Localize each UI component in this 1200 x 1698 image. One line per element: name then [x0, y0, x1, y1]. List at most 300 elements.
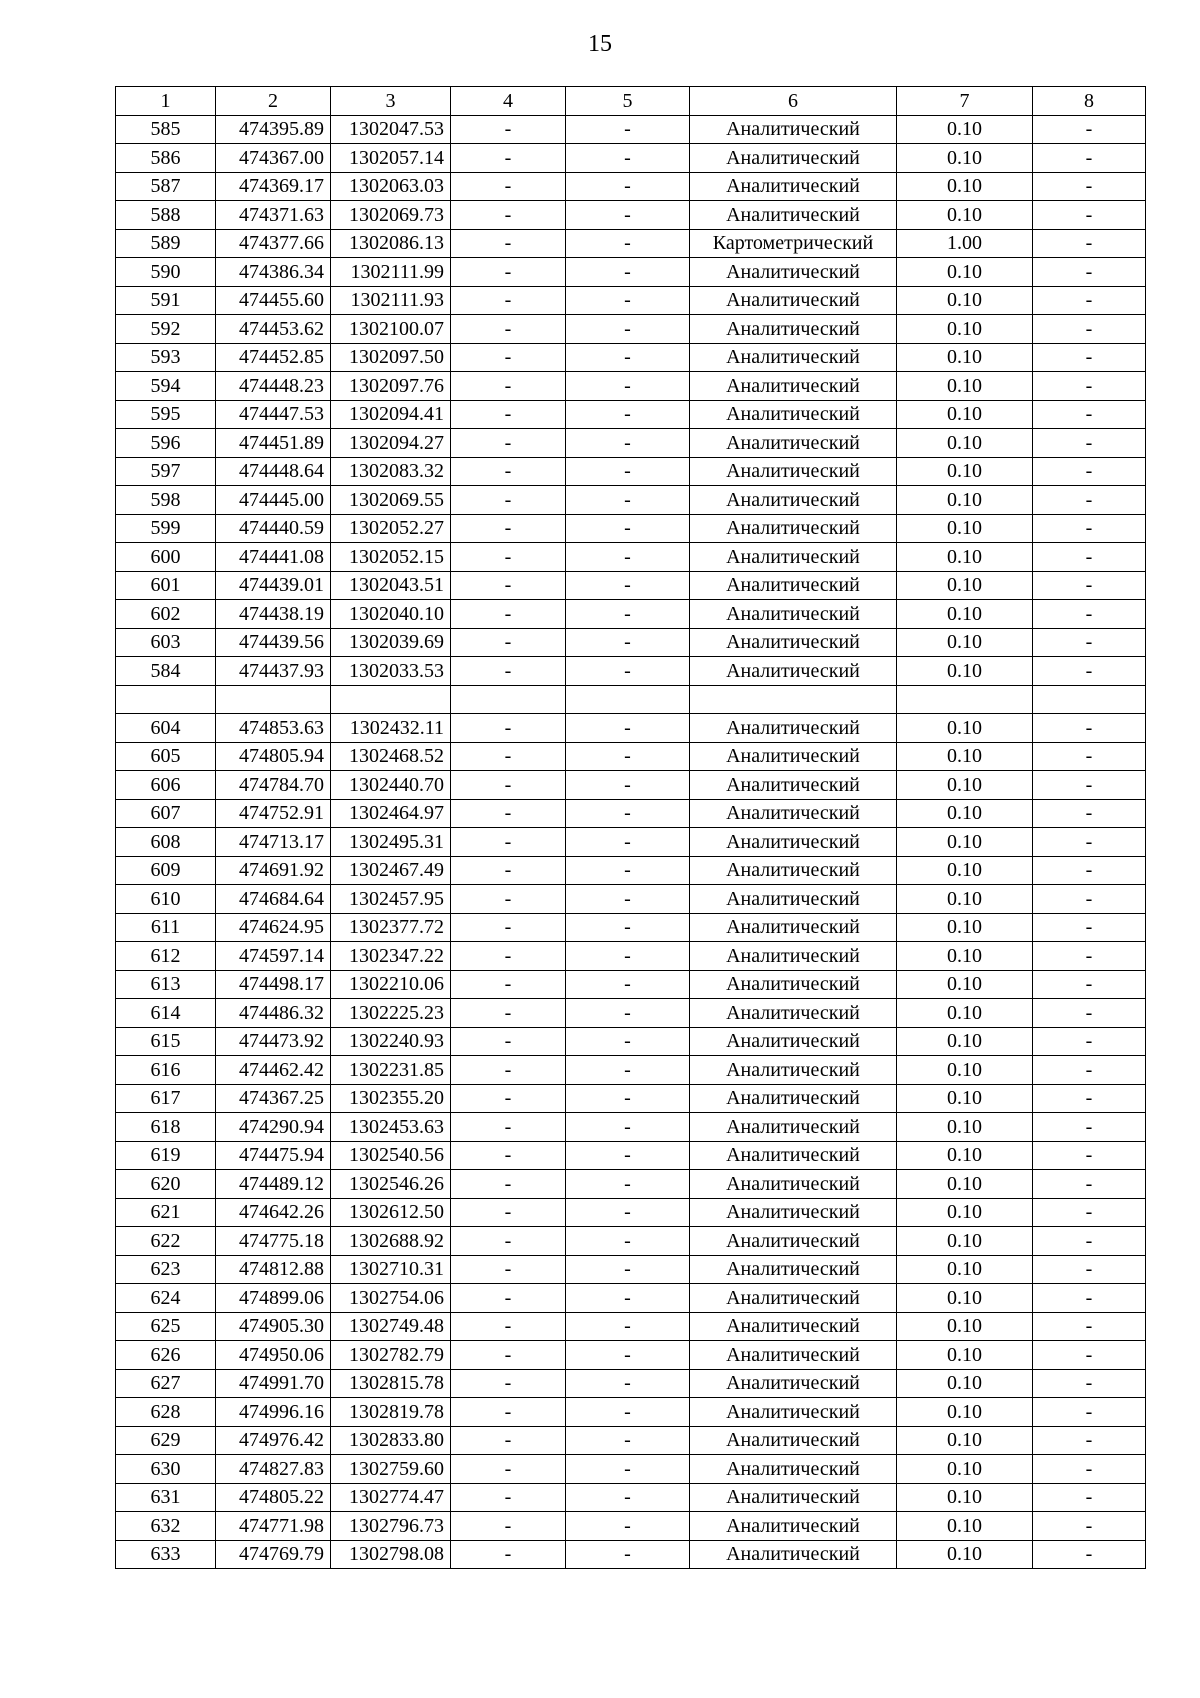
- x-coordinate-cell: 474475.94: [216, 1141, 331, 1170]
- column-5-cell: -: [566, 628, 690, 657]
- table-body: [116, 115, 1146, 1569]
- method-cell: Аналитический: [690, 913, 897, 942]
- column-4-cell: -: [451, 429, 566, 458]
- column-8-cell: -: [1033, 1398, 1146, 1427]
- x-coordinate-cell: 474453.62: [216, 315, 331, 344]
- point-number-cell: 621: [116, 1198, 216, 1227]
- x-coordinate-cell: 474991.70: [216, 1369, 331, 1398]
- y-coordinate-cell: 1302798.08: [331, 1540, 451, 1569]
- x-coordinate-cell: [216, 685, 331, 714]
- table-row: [116, 1483, 1146, 1512]
- column-4-cell: -: [451, 229, 566, 258]
- column-4-cell: -: [451, 828, 566, 857]
- y-coordinate-cell: 1302052.27: [331, 514, 451, 543]
- x-coordinate-cell: 474439.01: [216, 571, 331, 600]
- column-5-cell: -: [566, 1540, 690, 1569]
- table-row: [116, 828, 1146, 857]
- column-8-cell: -: [1033, 229, 1146, 258]
- column-5-cell: -: [566, 1113, 690, 1142]
- column-8-cell: -: [1033, 913, 1146, 942]
- table-row: [116, 714, 1146, 743]
- accuracy-cell: 0.10: [897, 1056, 1033, 1085]
- method-cell: Аналитический: [690, 286, 897, 315]
- column-4-cell: -: [451, 1170, 566, 1199]
- column-8-cell: -: [1033, 144, 1146, 173]
- column-5-cell: -: [566, 828, 690, 857]
- accuracy-cell: 0.10: [897, 1540, 1033, 1569]
- column-4-cell: -: [451, 771, 566, 800]
- column-8-cell: -: [1033, 372, 1146, 401]
- column-5-cell: -: [566, 457, 690, 486]
- table-row: [116, 600, 1146, 629]
- method-cell: Аналитический: [690, 1284, 897, 1313]
- y-coordinate-cell: 1302225.23: [331, 999, 451, 1028]
- header-cell: 8: [1033, 87, 1146, 116]
- accuracy-cell: 0.10: [897, 628, 1033, 657]
- y-coordinate-cell: 1302819.78: [331, 1398, 451, 1427]
- y-coordinate-cell: 1302710.31: [331, 1255, 451, 1284]
- accuracy-cell: 0.10: [897, 1312, 1033, 1341]
- column-5-cell: -: [566, 429, 690, 458]
- column-5-cell: -: [566, 714, 690, 743]
- method-cell: Аналитический: [690, 1341, 897, 1370]
- table-row: [116, 885, 1146, 914]
- point-number-cell: 626: [116, 1341, 216, 1370]
- method-cell: Аналитический: [690, 1141, 897, 1170]
- accuracy-cell: 0.10: [897, 1255, 1033, 1284]
- y-coordinate-cell: 1302033.53: [331, 657, 451, 686]
- method-cell: Аналитический: [690, 1483, 897, 1512]
- column-8-cell: -: [1033, 201, 1146, 230]
- column-8-cell: -: [1033, 771, 1146, 800]
- point-number-cell: 627: [116, 1369, 216, 1398]
- column-4-cell: -: [451, 486, 566, 515]
- accuracy-cell: 0.10: [897, 942, 1033, 971]
- column-8-cell: -: [1033, 1312, 1146, 1341]
- x-coordinate-cell: 474498.17: [216, 970, 331, 999]
- column-5-cell: -: [566, 315, 690, 344]
- method-cell: Аналитический: [690, 543, 897, 572]
- point-number-cell: 630: [116, 1455, 216, 1484]
- point-number-cell: 597: [116, 457, 216, 486]
- point-number-cell: 623: [116, 1255, 216, 1284]
- accuracy-cell: 0.10: [897, 885, 1033, 914]
- column-4-cell: -: [451, 201, 566, 230]
- y-coordinate-cell: 1302039.69: [331, 628, 451, 657]
- y-coordinate-cell: 1302100.07: [331, 315, 451, 344]
- column-8-cell: -: [1033, 1027, 1146, 1056]
- point-number-cell: 617: [116, 1084, 216, 1113]
- y-coordinate-cell: 1302688.92: [331, 1227, 451, 1256]
- accuracy-cell: 0.10: [897, 372, 1033, 401]
- column-5-cell: -: [566, 913, 690, 942]
- column-4-cell: -: [451, 1056, 566, 1085]
- y-coordinate-cell: 1302495.31: [331, 828, 451, 857]
- accuracy-cell: 0.10: [897, 856, 1033, 885]
- header-cell: 4: [451, 87, 566, 116]
- method-cell: Аналитический: [690, 457, 897, 486]
- header-row: [116, 87, 1146, 116]
- column-8-cell: -: [1033, 115, 1146, 144]
- x-coordinate-cell: 474455.60: [216, 286, 331, 315]
- y-coordinate-cell: 1302749.48: [331, 1312, 451, 1341]
- column-8-cell: -: [1033, 628, 1146, 657]
- y-coordinate-cell: 1302464.97: [331, 799, 451, 828]
- point-number-cell: 606: [116, 771, 216, 800]
- accuracy-cell: 0.10: [897, 1141, 1033, 1170]
- x-coordinate-cell: 474440.59: [216, 514, 331, 543]
- point-number-cell: 585: [116, 115, 216, 144]
- point-number-cell: 610: [116, 885, 216, 914]
- column-8-cell: -: [1033, 315, 1146, 344]
- table-row: [116, 144, 1146, 173]
- y-coordinate-cell: 1302063.03: [331, 172, 451, 201]
- y-coordinate-cell: [331, 685, 451, 714]
- column-8-cell: -: [1033, 1056, 1146, 1085]
- column-8-cell: -: [1033, 457, 1146, 486]
- column-8-cell: -: [1033, 1198, 1146, 1227]
- accuracy-cell: 0.10: [897, 258, 1033, 287]
- x-coordinate-cell: 474486.32: [216, 999, 331, 1028]
- method-cell: Аналитический: [690, 201, 897, 230]
- column-5-cell: -: [566, 286, 690, 315]
- column-5-cell: -: [566, 1084, 690, 1113]
- point-number-cell: 624: [116, 1284, 216, 1313]
- point-number-cell: 587: [116, 172, 216, 201]
- column-5-cell: -: [566, 571, 690, 600]
- x-coordinate-cell: 474473.92: [216, 1027, 331, 1056]
- table-row: [116, 201, 1146, 230]
- method-cell: Аналитический: [690, 628, 897, 657]
- column-4-cell: -: [451, 1198, 566, 1227]
- table-row: [116, 1027, 1146, 1056]
- header-cell: 3: [331, 87, 451, 116]
- point-number-cell: 598: [116, 486, 216, 515]
- x-coordinate-cell: 474771.98: [216, 1512, 331, 1541]
- method-cell: Аналитический: [690, 429, 897, 458]
- column-5-cell: -: [566, 343, 690, 372]
- x-coordinate-cell: 474395.89: [216, 115, 331, 144]
- table-row: [116, 400, 1146, 429]
- point-number-cell: 629: [116, 1426, 216, 1455]
- method-cell: Аналитический: [690, 315, 897, 344]
- table-row: [116, 286, 1146, 315]
- column-8-cell: -: [1033, 514, 1146, 543]
- column-4-cell: -: [451, 1113, 566, 1142]
- method-cell: Аналитический: [690, 970, 897, 999]
- column-8-cell: -: [1033, 486, 1146, 515]
- column-4-cell: -: [451, 628, 566, 657]
- y-coordinate-cell: 1302086.13: [331, 229, 451, 258]
- x-coordinate-cell: 474377.66: [216, 229, 331, 258]
- x-coordinate-cell: 474805.22: [216, 1483, 331, 1512]
- table-row: [116, 685, 1146, 714]
- table-row: [116, 942, 1146, 971]
- point-number-cell: 586: [116, 144, 216, 173]
- point-number-cell: 618: [116, 1113, 216, 1142]
- column-4-cell: -: [451, 1426, 566, 1455]
- method-cell: Аналитический: [690, 1369, 897, 1398]
- accuracy-cell: 0.10: [897, 771, 1033, 800]
- table-row: [116, 258, 1146, 287]
- table-row: [116, 1113, 1146, 1142]
- point-number-cell: 605: [116, 742, 216, 771]
- y-coordinate-cell: 1302083.32: [331, 457, 451, 486]
- y-coordinate-cell: 1302094.41: [331, 400, 451, 429]
- point-number-cell: 608: [116, 828, 216, 857]
- accuracy-cell: 0.10: [897, 1198, 1033, 1227]
- column-5-cell: -: [566, 543, 690, 572]
- method-cell: Аналитический: [690, 372, 897, 401]
- column-5-cell: -: [566, 1198, 690, 1227]
- table-row: [116, 1141, 1146, 1170]
- method-cell: Аналитический: [690, 1455, 897, 1484]
- accuracy-cell: 1.00: [897, 229, 1033, 258]
- column-8-cell: -: [1033, 1540, 1146, 1569]
- column-8-cell: -: [1033, 799, 1146, 828]
- table-row: [116, 514, 1146, 543]
- method-cell: Аналитический: [690, 1540, 897, 1569]
- column-8-cell: -: [1033, 400, 1146, 429]
- column-8-cell: -: [1033, 1084, 1146, 1113]
- y-coordinate-cell: 1302453.63: [331, 1113, 451, 1142]
- accuracy-cell: 0.10: [897, 1113, 1033, 1142]
- accuracy-cell: 0.10: [897, 657, 1033, 686]
- accuracy-cell: 0.10: [897, 913, 1033, 942]
- y-coordinate-cell: 1302377.72: [331, 913, 451, 942]
- accuracy-cell: 0.10: [897, 400, 1033, 429]
- column-4-cell: -: [451, 1369, 566, 1398]
- table-row: [116, 1170, 1146, 1199]
- x-coordinate-cell: 474448.64: [216, 457, 331, 486]
- y-coordinate-cell: 1302347.22: [331, 942, 451, 971]
- column-8-cell: -: [1033, 942, 1146, 971]
- column-5-cell: -: [566, 1027, 690, 1056]
- column-4-cell: -: [451, 970, 566, 999]
- method-cell: Картометрический: [690, 229, 897, 258]
- column-4-cell: -: [451, 600, 566, 629]
- column-8-cell: -: [1033, 1113, 1146, 1142]
- column-4-cell: -: [451, 885, 566, 914]
- accuracy-cell: 0.10: [897, 514, 1033, 543]
- x-coordinate-cell: 474439.56: [216, 628, 331, 657]
- column-8-cell: -: [1033, 885, 1146, 914]
- column-4-cell: -: [451, 1455, 566, 1484]
- method-cell: Аналитический: [690, 714, 897, 743]
- column-5-cell: -: [566, 115, 690, 144]
- column-8-cell: -: [1033, 1255, 1146, 1284]
- x-coordinate-cell: 474369.17: [216, 172, 331, 201]
- method-cell: Аналитический: [690, 1084, 897, 1113]
- y-coordinate-cell: 1302210.06: [331, 970, 451, 999]
- column-5-cell: -: [566, 771, 690, 800]
- x-coordinate-cell: 474996.16: [216, 1398, 331, 1427]
- column-5-cell: -: [566, 1141, 690, 1170]
- column-5-cell: -: [566, 885, 690, 914]
- column-5-cell: -: [566, 201, 690, 230]
- method-cell: Аналитический: [690, 856, 897, 885]
- method-cell: Аналитический: [690, 172, 897, 201]
- accuracy-cell: 0.10: [897, 600, 1033, 629]
- accuracy-cell: 0.10: [897, 1284, 1033, 1313]
- column-8-cell: -: [1033, 1512, 1146, 1541]
- column-5-cell: -: [566, 229, 690, 258]
- column-4-cell: -: [451, 1341, 566, 1370]
- x-coordinate-cell: 474445.00: [216, 486, 331, 515]
- method-cell: Аналитический: [690, 1426, 897, 1455]
- y-coordinate-cell: 1302759.60: [331, 1455, 451, 1484]
- accuracy-cell: 0.10: [897, 286, 1033, 315]
- table-row: [116, 115, 1146, 144]
- table-row: [116, 742, 1146, 771]
- accuracy-cell: 0.10: [897, 115, 1033, 144]
- column-8-cell: -: [1033, 343, 1146, 372]
- column-5-cell: -: [566, 657, 690, 686]
- method-cell: Аналитический: [690, 1113, 897, 1142]
- y-coordinate-cell: 1302796.73: [331, 1512, 451, 1541]
- method-cell: Аналитический: [690, 1227, 897, 1256]
- y-coordinate-cell: 1302069.73: [331, 201, 451, 230]
- accuracy-cell: 0.10: [897, 1483, 1033, 1512]
- x-coordinate-cell: 474905.30: [216, 1312, 331, 1341]
- column-8-cell: -: [1033, 1426, 1146, 1455]
- table-row: [116, 486, 1146, 515]
- table-row: [116, 1312, 1146, 1341]
- coordinates-table: [115, 86, 1146, 1569]
- x-coordinate-cell: 474976.42: [216, 1426, 331, 1455]
- x-coordinate-cell: 474290.94: [216, 1113, 331, 1142]
- x-coordinate-cell: 474812.88: [216, 1255, 331, 1284]
- point-number-cell: [116, 685, 216, 714]
- column-5-cell: -: [566, 1341, 690, 1370]
- y-coordinate-cell: 1302052.15: [331, 543, 451, 572]
- point-number-cell: 613: [116, 970, 216, 999]
- column-8-cell: -: [1033, 714, 1146, 743]
- column-8-cell: -: [1033, 1483, 1146, 1512]
- table-row: [116, 315, 1146, 344]
- x-coordinate-cell: 474752.91: [216, 799, 331, 828]
- column-5-cell: -: [566, 1312, 690, 1341]
- table-row: [116, 970, 1146, 999]
- table-row: [116, 628, 1146, 657]
- y-coordinate-cell: 1302440.70: [331, 771, 451, 800]
- x-coordinate-cell: 474367.25: [216, 1084, 331, 1113]
- column-4-cell: -: [451, 1312, 566, 1341]
- y-coordinate-cell: 1302094.27: [331, 429, 451, 458]
- accuracy-cell: 0.10: [897, 714, 1033, 743]
- x-coordinate-cell: 474899.06: [216, 1284, 331, 1313]
- column-4-cell: -: [451, 742, 566, 771]
- table-row: [116, 229, 1146, 258]
- header-cell: 1: [116, 87, 216, 116]
- x-coordinate-cell: 474775.18: [216, 1227, 331, 1256]
- x-coordinate-cell: 474624.95: [216, 913, 331, 942]
- point-number-cell: 615: [116, 1027, 216, 1056]
- y-coordinate-cell: 1302612.50: [331, 1198, 451, 1227]
- column-4-cell: -: [451, 1398, 566, 1427]
- column-5-cell: -: [566, 1455, 690, 1484]
- table-row: [116, 1284, 1146, 1313]
- column-5-cell: -: [566, 172, 690, 201]
- table-row: [116, 343, 1146, 372]
- column-4-cell: -: [451, 1027, 566, 1056]
- table-row: [116, 457, 1146, 486]
- method-cell: Аналитический: [690, 514, 897, 543]
- method-cell: Аналитический: [690, 1312, 897, 1341]
- column-5-cell: -: [566, 999, 690, 1028]
- header-cell: 6: [690, 87, 897, 116]
- point-number-cell: 596: [116, 429, 216, 458]
- accuracy-cell: 0.10: [897, 970, 1033, 999]
- point-number-cell: 590: [116, 258, 216, 287]
- y-coordinate-cell: 1302457.95: [331, 885, 451, 914]
- method-cell: Аналитический: [690, 742, 897, 771]
- method-cell: Аналитический: [690, 1056, 897, 1085]
- accuracy-cell: 0.10: [897, 1455, 1033, 1484]
- column-4-cell: -: [451, 1284, 566, 1313]
- y-coordinate-cell: 1302467.49: [331, 856, 451, 885]
- accuracy-cell: 0.10: [897, 742, 1033, 771]
- point-number-cell: 589: [116, 229, 216, 258]
- column-5-cell: -: [566, 258, 690, 287]
- column-5-cell: -: [566, 1426, 690, 1455]
- accuracy-cell: 0.10: [897, 1027, 1033, 1056]
- x-coordinate-cell: 474447.53: [216, 400, 331, 429]
- column-5-cell: -: [566, 600, 690, 629]
- point-number-cell: 628: [116, 1398, 216, 1427]
- column-4-cell: -: [451, 1540, 566, 1569]
- accuracy-cell: 0.10: [897, 999, 1033, 1028]
- point-number-cell: 614: [116, 999, 216, 1028]
- y-coordinate-cell: 1302833.80: [331, 1426, 451, 1455]
- method-cell: Аналитический: [690, 885, 897, 914]
- table-row: [116, 856, 1146, 885]
- y-coordinate-cell: 1302111.99: [331, 258, 451, 287]
- column-5-cell: -: [566, 372, 690, 401]
- point-number-cell: 584: [116, 657, 216, 686]
- x-coordinate-cell: 474452.85: [216, 343, 331, 372]
- column-5-cell: -: [566, 1512, 690, 1541]
- accuracy-cell: 0.10: [897, 571, 1033, 600]
- accuracy-cell: 0.10: [897, 486, 1033, 515]
- y-coordinate-cell: 1302240.93: [331, 1027, 451, 1056]
- column-4-cell: -: [451, 1141, 566, 1170]
- column-8-cell: -: [1033, 571, 1146, 600]
- column-5-cell: -: [566, 144, 690, 173]
- point-number-cell: 619: [116, 1141, 216, 1170]
- method-cell: Аналитический: [690, 486, 897, 515]
- column-5-cell: -: [566, 400, 690, 429]
- column-4-cell: -: [451, 571, 566, 600]
- accuracy-cell: 0.10: [897, 144, 1033, 173]
- table-row: [116, 913, 1146, 942]
- x-coordinate-cell: 474437.93: [216, 657, 331, 686]
- table-row: [116, 1255, 1146, 1284]
- column-5-cell: -: [566, 1398, 690, 1427]
- column-8-cell: -: [1033, 1284, 1146, 1313]
- x-coordinate-cell: 474950.06: [216, 1341, 331, 1370]
- table-row: [116, 1540, 1146, 1569]
- point-number-cell: 588: [116, 201, 216, 230]
- column-4-cell: -: [451, 514, 566, 543]
- accuracy-cell: 0.10: [897, 1227, 1033, 1256]
- column-5-cell: -: [566, 942, 690, 971]
- method-cell: Аналитический: [690, 999, 897, 1028]
- column-5-cell: -: [566, 970, 690, 999]
- point-number-cell: 633: [116, 1540, 216, 1569]
- point-number-cell: 631: [116, 1483, 216, 1512]
- column-8-cell: -: [1033, 1227, 1146, 1256]
